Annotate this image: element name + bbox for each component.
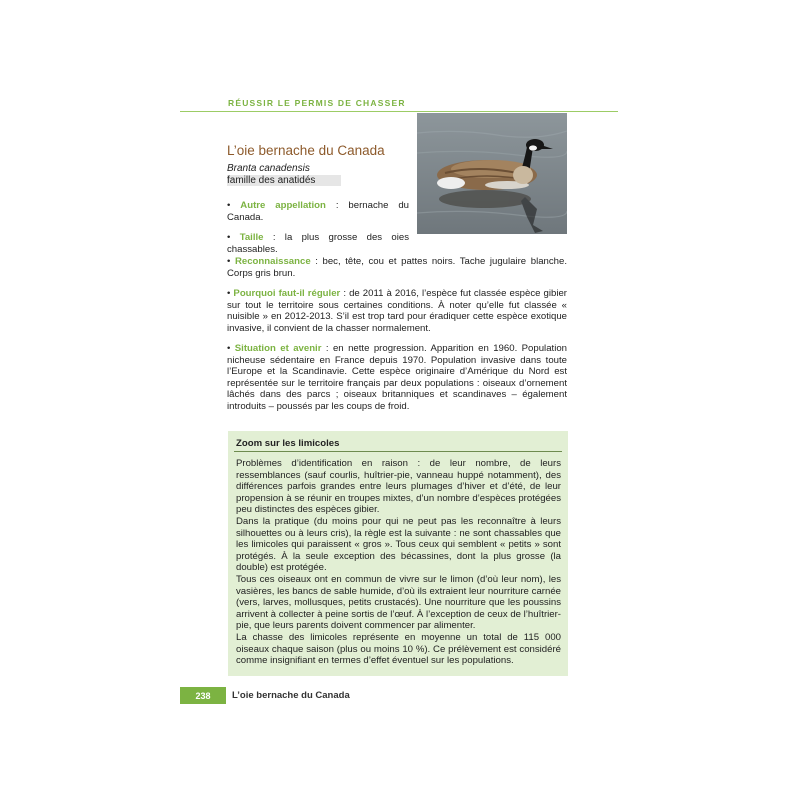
zoom-paragraph: Tous ces oiseaux ont en commun de vivre sur le limon (d’où leur nom), les vasières, les bancs de sable humide, d’où ils extraient leur nourriture carnée (vers, larves, mollusques, petits crustacés). Une nourriture que les poussins arrivent à collecter à peine sortis de l’œuf. À l’exception de ceux de l’huîtrier-pie, que leurs parents doivent commencer par alimenter. xyxy=(236,573,561,632)
bullet-item: • Pourquoi faut-il réguler : de 2011 à 2016, l’espèce fut classée espèce gibier sur tout le territoire sous certaines conditions. À noter qu’elle fut classée « nuisible » en 2012-2013. S’il est trop tard pour éradiquer cette espèce exotique invasive, il convient de la chasser normalement. xyxy=(227,288,567,334)
zoom-title: Zoom sur les limicoles xyxy=(236,438,340,449)
bullet-item: • Taille : la plus grosse des oies chassables. xyxy=(227,232,410,255)
zoom-sidebar-box xyxy=(228,431,568,676)
zoom-rule xyxy=(234,451,562,452)
bullet-label: Taille xyxy=(239,232,264,243)
species-names xyxy=(227,163,315,187)
zoom-body xyxy=(236,458,561,667)
bullet-item: • Situation et avenir : en nette progression. Apparition en 1960. Population nicheuse sédentaire en France depuis 1970. Population invasive dans toute l’Europe et la Scandinavie. Cette espèce originaire d’Amérique du Nord est représentée sur le territoire français par deux populations : oiseaux d’ornement lâchés dans des parcs ; oiseaux britanniques et scandinaves – également introduits – poussés par les coups de froid. xyxy=(227,343,567,412)
bullet-text: : de 2011 à 2016, l’espèce fut classée espèce gibier sur tout le territoire sous certaines conditions. À noter qu’elle fut classée « nuisible » en 2012-2013. S’il est trop tard pour éradiquer cette espèce exotique invasive, il convient de la chasser normalement. xyxy=(227,288,567,334)
bullet-label: Autre appellation xyxy=(240,200,326,211)
bullet-text: : en nette progression. Apparition en 1960. Population nicheuse sédentaire en France depuis 1970. Population invasive dans toute l’Europe et la Scandinavie. Cette espèce originaire d’Amérique du Nord est représentée sur le territoire français par deux populations : oiseaux d’ornement lâchés dans des parcs ; oiseaux britanniques et scandinaves – également introduits – poussés par les coups de froid. xyxy=(227,343,567,412)
zoom-paragraph: Problèmes d’identification en raison : de leur nombre, de leurs ressemblances (sauf courlis, huîtrier-pie, vanneau huppé notamment), des différences parfois grandes entre leurs plumages d’hiver et d’été, de leur propension à se réunir en troupes mixtes, d’un nombre d’espèces protégées peu distinctes des espèces gibier. xyxy=(236,458,561,516)
bullet-list-top xyxy=(227,200,409,264)
bullet-text: : bernache du Canada. xyxy=(227,200,410,223)
bullet-label: Situation et avenir xyxy=(234,343,322,354)
canada-goose-photo xyxy=(417,113,567,234)
bullet-label: Pourquoi faut-il réguler xyxy=(233,288,341,299)
running-head: RÉUSSIR LE PERMIS DE CHASSER xyxy=(228,98,406,108)
footer-title: L’oie bernache du Canada xyxy=(232,690,350,701)
bullet-label: Reconnaissance xyxy=(234,256,311,267)
family-name: famille des anatidés xyxy=(227,175,316,186)
species-title: L’oie bernache du Canada xyxy=(227,143,385,158)
page-number: 238 xyxy=(180,687,226,704)
zoom-paragraph: Dans la pratique (du moins pour qui ne peut pas les reconnaître à leurs silhouettes ou à leurs cris), la règle est la suivante : ne sont chassables que les limicoles qui paraissent « gros ». Tous ceux qui semblent « petits » sont protégés. À la seule exception des bécassines, dont la plus grosse (la double) est protégée. xyxy=(236,515,561,574)
bullet-item: • Autre appellation : bernache du Canada. xyxy=(227,200,410,223)
bullet-item: • Reconnaissance : bec, tête, cou et pattes noirs. Tache jugulaire blanche. Corps gris brun. xyxy=(227,256,567,279)
latin-name: Branta canadensis xyxy=(227,163,310,174)
bullet-text: : bec, tête, cou et pattes noirs. Tache jugulaire blanche. Corps gris brun. xyxy=(227,256,567,279)
header-rule xyxy=(180,111,618,112)
zoom-paragraph: La chasse des limicoles représente en moyenne un total de 115 000 oiseaux chaque saison (plus ou moins 10 %). Ce prélèvement est considéré comme insignifiant en termes d’effet éventuel sur les populations. xyxy=(236,631,561,667)
bullet-text: : la plus grosse des oies chassables. xyxy=(227,232,410,255)
bullet-list xyxy=(227,256,567,421)
